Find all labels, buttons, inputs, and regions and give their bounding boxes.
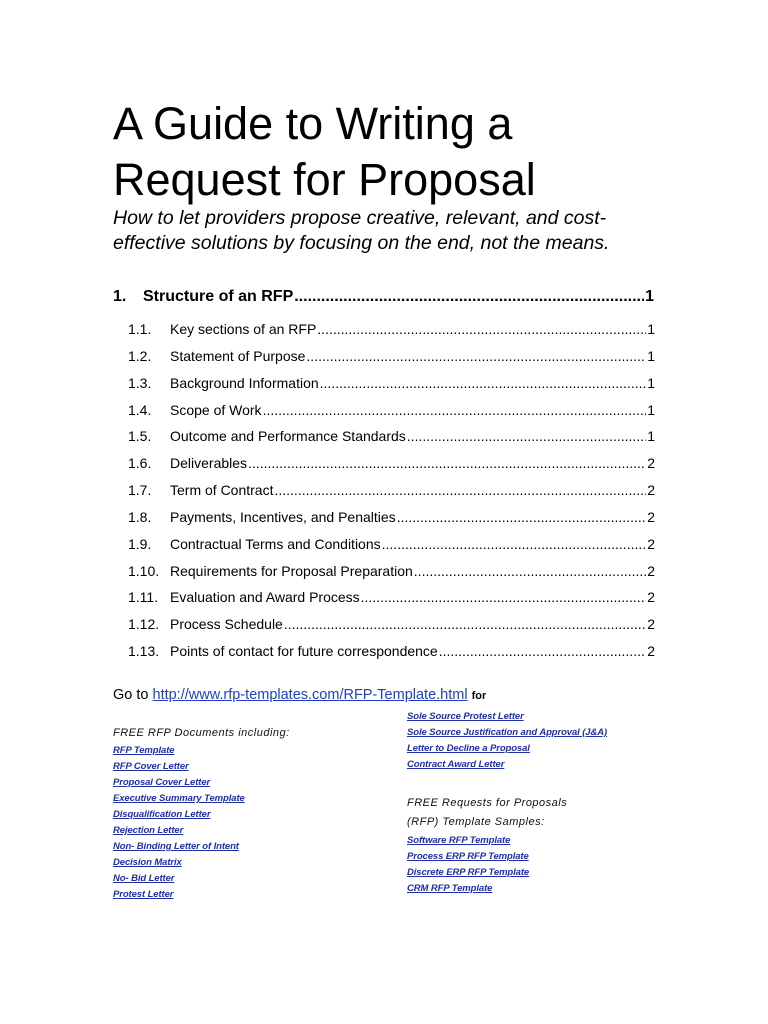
promo-link[interactable]: Process ERP RFP Template (407, 851, 529, 862)
promo-link[interactable]: Letter to Decline a Proposal (407, 743, 530, 754)
toc-label: Evaluation and Award Process (170, 589, 360, 606)
toc-number: 1.13. (128, 643, 160, 660)
toc-main-number: 1. (113, 288, 127, 305)
toc-row[interactable] (128, 613, 655, 640)
toc-page: 1 (647, 347, 655, 364)
toc-number: 1.6. (128, 455, 152, 472)
promo-link[interactable]: Executive Summary Template (113, 793, 245, 804)
title-line-2: Request for Proposal (113, 154, 536, 205)
title-line-1: A Guide to Writing a (113, 98, 513, 149)
toc-row[interactable] (128, 318, 655, 345)
toc-label: Payments, Incentives, and Penalties (170, 508, 396, 525)
toc-leader-dots (263, 399, 647, 421)
document-title (113, 96, 536, 208)
toc-page: 2 (647, 508, 655, 525)
subtitle-line-1: How to let providers propose creative, relevant, and cost- (113, 207, 607, 229)
goto-prefix: Go to (113, 687, 153, 703)
promo-link-group (407, 833, 567, 897)
toc-label: Background Information (170, 374, 319, 391)
promo-links-left (113, 727, 290, 903)
promo-link[interactable]: RFP Cover Letter (113, 761, 189, 772)
toc-row[interactable] (128, 640, 655, 667)
toc-label: Points of contact for future correspondence (170, 643, 438, 660)
toc-label: Contractual Terms and Conditions (170, 535, 381, 552)
toc-label: Process Schedule (170, 616, 283, 633)
document-subtitle (113, 206, 673, 256)
promo-link[interactable]: Software RFP Template (407, 835, 511, 846)
toc-page: 2 (647, 535, 655, 552)
toc-number: 1.3. (128, 374, 152, 391)
toc-number: 1.8. (128, 508, 152, 525)
toc-row[interactable] (128, 560, 655, 587)
toc-row[interactable] (128, 479, 655, 506)
promo-link[interactable]: Sole Source Justification and Approval (J&A) (407, 727, 608, 738)
toc-leader-dots (284, 613, 646, 635)
toc-number: 1.11. (128, 589, 159, 606)
toc-leader-dots (397, 506, 647, 528)
toc-leader-dots (407, 425, 646, 447)
toc-number: 1.4. (128, 401, 152, 418)
toc-leader-dots (361, 586, 647, 608)
toc-main-label: Structure of an RFP (143, 288, 294, 305)
promo-heading: FREE RFP Documents including: (113, 727, 290, 739)
toc-label: Outcome and Performance Standards (170, 428, 406, 445)
promo-links-right-top (407, 709, 607, 773)
toc-leader-dots (317, 318, 646, 340)
promo-heading-line-1: FREE Requests for Proposals (407, 797, 568, 809)
toc-number: 1.1. (128, 321, 152, 337)
toc-page: 1 (647, 428, 655, 445)
toc-leader-dots (439, 640, 646, 662)
toc-number: 1.10. (128, 562, 160, 579)
promo-links-right-bottom (407, 794, 567, 897)
toc-label: Scope of Work (170, 401, 262, 418)
goto-line (113, 687, 486, 703)
goto-suffix: for (471, 690, 487, 702)
promo-link[interactable]: Non- Binding Letter of Intent (113, 841, 239, 852)
toc-label: Key sections of an RFP (170, 321, 317, 337)
toc-row[interactable] (128, 372, 655, 399)
toc-page: 2 (647, 482, 655, 499)
toc-number: 1.12. (128, 616, 160, 633)
promo-link[interactable]: No- Bid Letter (113, 873, 175, 884)
promo-link[interactable]: Disqualification Letter (113, 809, 211, 820)
toc-leader-dots (248, 452, 646, 474)
toc-page: 2 (647, 455, 655, 472)
promo-link[interactable]: Discrete ERP RFP Template (407, 867, 530, 878)
toc-page: 1 (647, 321, 655, 337)
toc-row[interactable] (128, 345, 655, 372)
toc-page: 1 (647, 374, 655, 391)
toc-row[interactable] (128, 586, 655, 613)
rfp-template-link[interactable]: http://www.rfp-templates.com/RFP-Template.html (152, 687, 468, 703)
toc-label: Deliverables (170, 455, 248, 472)
toc-page: 2 (647, 562, 655, 579)
promo-link[interactable]: Proposal Cover Letter (113, 777, 211, 788)
toc-row[interactable] (128, 425, 655, 452)
toc-list (128, 318, 655, 667)
toc-leader-dots (274, 479, 646, 501)
toc-row[interactable] (128, 399, 655, 426)
toc-leader-dots (382, 533, 647, 555)
toc-number: 1.2. (128, 347, 152, 364)
toc-label: Requirements for Proposal Preparation (170, 562, 413, 579)
toc-main-page: 1 (645, 288, 654, 305)
toc-page: 1 (647, 401, 655, 418)
toc-number: 1.7. (128, 482, 152, 499)
promo-link[interactable]: Decision Matrix (113, 857, 182, 868)
promo-link[interactable]: RFP Template (113, 745, 175, 756)
toc-number: 1.9. (128, 535, 152, 552)
promo-link[interactable]: Contract Award Letter (407, 759, 505, 770)
toc-page: 2 (647, 616, 655, 633)
toc-row[interactable] (128, 452, 655, 479)
toc-label: Statement of Purpose (170, 347, 306, 364)
promo-heading-line-2: (RFP) Template Samples: (407, 816, 545, 828)
toc-leader-dots (294, 288, 644, 306)
toc-page: 2 (647, 643, 655, 660)
promo-link[interactable]: Sole Source Protest Letter (407, 711, 524, 722)
promo-link[interactable]: Rejection Letter (113, 825, 184, 836)
subtitle-line-2: effective solutions by focusing on the end, not the means. (113, 232, 610, 254)
toc-leader-dots (320, 372, 647, 394)
toc-label: Term of Contract (170, 482, 274, 499)
toc-main-entry[interactable] (113, 288, 654, 306)
toc-page: 2 (647, 589, 655, 606)
toc-leader-dots (414, 560, 646, 582)
toc-number: 1.5. (128, 428, 152, 445)
toc-leader-dots (306, 345, 646, 367)
toc-row[interactable] (128, 506, 655, 533)
toc-row[interactable] (128, 533, 655, 560)
promo-link[interactable]: Protest Letter (113, 889, 174, 900)
promo-link[interactable]: CRM RFP Template (407, 883, 493, 894)
